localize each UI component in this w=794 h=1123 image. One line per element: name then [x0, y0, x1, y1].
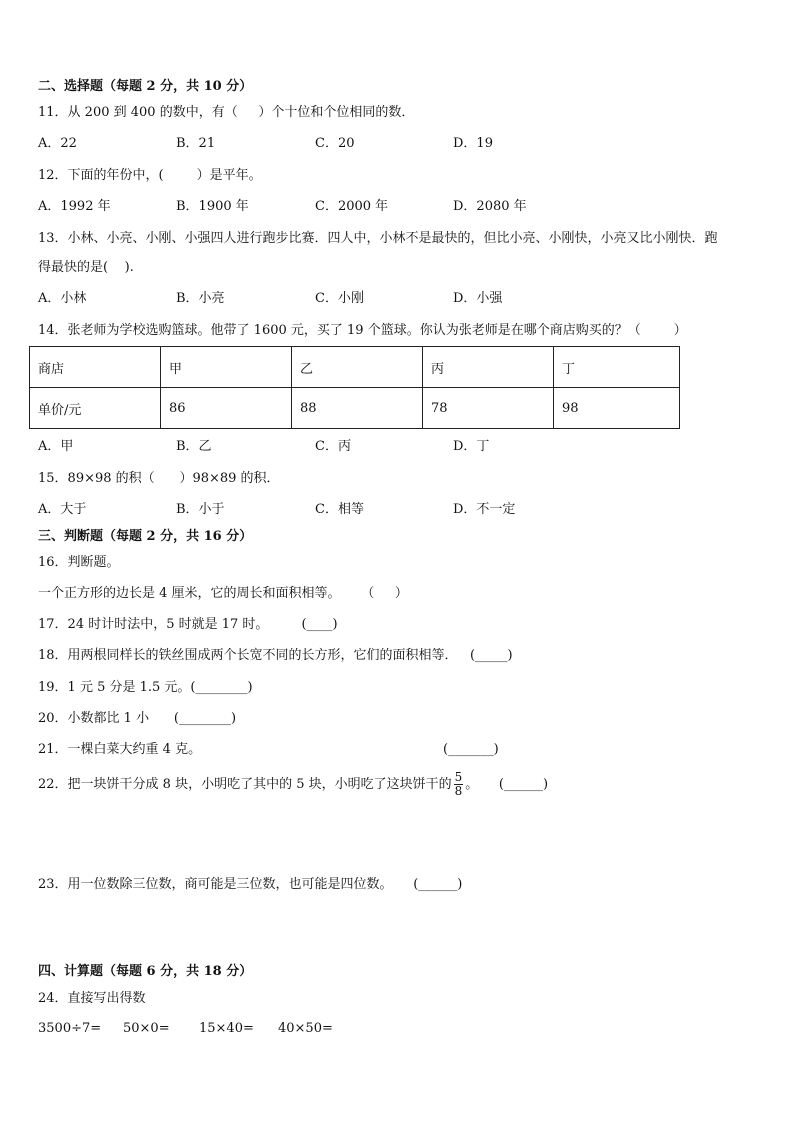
- section-title-choice: 二、选择题（每题 2 分，共 10 分）: [38, 79, 253, 94]
- question-11-option-c: C．20: [315, 136, 355, 151]
- question-16-stem: 16．判断题。: [38, 555, 120, 570]
- question-15-option-b: B．小于: [176, 502, 225, 517]
- question-19: 19．1 元 5 分是 1.5 元。(________): [38, 680, 253, 695]
- question-11-stem: 11．从 200 到 400 的数中，有（ ）个十位和个位相同的数．: [38, 105, 415, 120]
- question-13-option-c: C．小刚: [315, 291, 364, 306]
- table-cell: 88: [292, 388, 423, 429]
- question-13-stem-line2: 得最快的是( ).: [38, 260, 134, 275]
- question-22: [38, 768, 548, 802]
- question-17: 17．24 时计时法中，5 时就是 17 时。 (____): [38, 617, 338, 632]
- question-24-stem: 24．直接写出得数: [38, 991, 146, 1006]
- question-12-option-c: C．2000 年: [315, 199, 389, 214]
- table-cell: 98: [554, 388, 680, 429]
- section-title-calc: 四、计算题（每题 6 分，共 18 分）: [38, 964, 253, 979]
- section-title-judge: 三、判断题（每题 2 分，共 16 分）: [38, 529, 253, 544]
- question-16-statement: 一个正方形的边长是 4 厘米，它的周长和面积相等。 （ ）: [38, 586, 408, 601]
- question-12-option-a: A．1992 年: [38, 199, 111, 214]
- table-cell: 单价/元: [30, 388, 161, 429]
- table-cell: 86: [161, 388, 292, 429]
- question-11-option-b: B．21: [176, 136, 216, 151]
- question-13-stem-line1: 13．小林、小亮、小刚、小强四人进行跑步比赛．四人中，小林不是最快的，但比小亮、小刚快，小亮又比小刚快．跑: [38, 231, 718, 246]
- question-22-text: 22．把一块饼干分成 8 块，小明吃了其中的 5 块，小明吃了这块饼干的: [38, 777, 452, 792]
- table-cell: 甲: [161, 347, 292, 388]
- question-15-stem: 15．89×98 的积（ ）98×89 的积．: [38, 471, 280, 486]
- question-11-option-a: A．22: [38, 136, 77, 151]
- table-cell: 丙: [423, 347, 554, 388]
- question-15-option-c: C．相等: [315, 502, 364, 517]
- question-20: 20．小数都比 1 小 (________): [38, 711, 237, 726]
- calc-item: 3500÷7=: [38, 1021, 102, 1036]
- question-12-stem: 12．下面的年份中，( ）是平年。: [38, 168, 262, 183]
- fraction-denominator: 8: [454, 784, 463, 798]
- calc-item: 15×40=: [199, 1021, 254, 1036]
- question-14-option-a: A．甲: [38, 439, 74, 454]
- question-18: 18．用两根同样长的铁丝围成两个长宽不同的长方形，它们的面积相等． (_____): [38, 648, 513, 663]
- question-14-option-c: C．丙: [315, 439, 351, 454]
- question-13-option-b: B．小亮: [176, 291, 225, 306]
- question-14-option-d: D．丁: [453, 439, 490, 454]
- question-14-option-b: B．乙: [176, 439, 212, 454]
- question-13-option-d: D．小强: [453, 291, 503, 306]
- table-cell: 丁: [554, 347, 680, 388]
- question-23: 23．用一位数除三位数，商可能是三位数，也可能是四位数。 (______): [38, 877, 463, 892]
- fraction-numerator: 5: [454, 770, 463, 784]
- price-table: [29, 346, 680, 429]
- question-11-option-d: D．19: [453, 136, 493, 151]
- question-12-option-d: D．2080 年: [453, 199, 527, 214]
- question-14-stem: 14．张老师为学校选购篮球。他带了 1600 元，买了 19 个篮球。你认为张老师是在哪个商店购买的？（ ）: [38, 323, 687, 338]
- question-21: 21．一棵白菜大约重 4 克。: [38, 742, 202, 757]
- question-15-option-a: A．大于: [38, 502, 87, 517]
- table-cell: 乙: [292, 347, 423, 388]
- question-13-option-a: A．小林: [38, 291, 87, 306]
- fraction: [454, 771, 464, 798]
- table-cell: 78: [423, 388, 554, 429]
- question-22-answer-blank: 。 (______): [465, 777, 549, 792]
- question-21-answer-blank: (_______): [443, 742, 499, 757]
- table-row: [30, 347, 680, 388]
- table-row: [30, 388, 680, 429]
- question-12-option-b: B．1900 年: [176, 199, 249, 214]
- calc-item: 40×50=: [278, 1021, 333, 1036]
- calc-item: 50×0=: [123, 1021, 170, 1036]
- table-cell: 商店: [30, 347, 161, 388]
- question-15-option-d: D．不一定: [453, 502, 516, 517]
